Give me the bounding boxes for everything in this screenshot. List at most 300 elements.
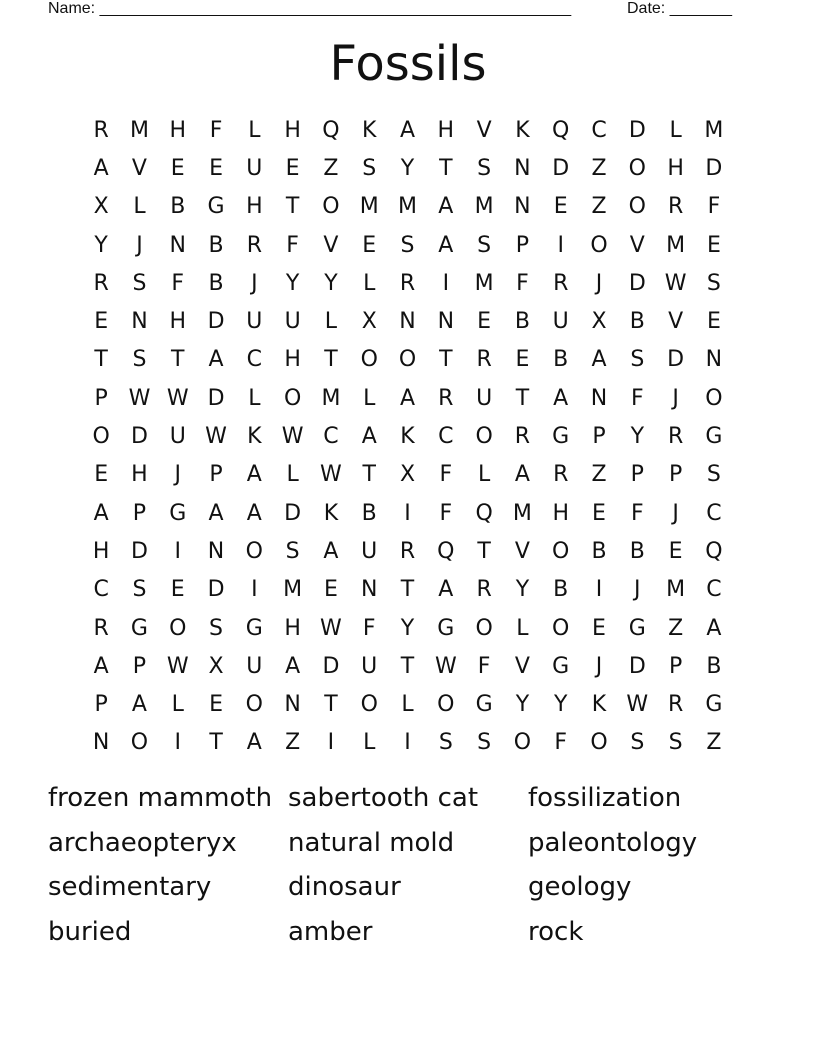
- grid-letter[interactable]: T: [515, 385, 530, 411]
- grid-letter[interactable]: W: [205, 424, 227, 450]
- grid-letter[interactable]: Z: [323, 155, 339, 181]
- grid-letter[interactable]: F: [209, 117, 223, 143]
- grid-letter[interactable]: A: [514, 462, 530, 488]
- grid-letter[interactable]: O: [130, 730, 149, 756]
- grid-letter[interactable]: C: [93, 577, 109, 603]
- grid-letter[interactable]: D: [552, 155, 570, 181]
- grid-letter[interactable]: Z: [591, 155, 607, 181]
- grid-letter[interactable]: D: [207, 309, 225, 335]
- grid-letter[interactable]: X: [399, 462, 416, 488]
- grid-letter[interactable]: G: [552, 653, 570, 679]
- grid-letter[interactable]: Y: [515, 692, 530, 718]
- grid-letter[interactable]: U: [284, 309, 301, 335]
- grid-letter[interactable]: W: [626, 692, 649, 718]
- grid-letter[interactable]: E: [515, 347, 530, 373]
- grid-letter[interactable]: V: [629, 232, 645, 258]
- grid-letter[interactable]: R: [399, 538, 416, 564]
- grid-letter[interactable]: A: [323, 538, 339, 564]
- grid-letter[interactable]: C: [323, 424, 339, 450]
- grid-letter[interactable]: X: [93, 194, 109, 220]
- grid-letter[interactable]: C: [706, 500, 722, 526]
- grid-letter[interactable]: A: [93, 155, 109, 181]
- grid-letter[interactable]: Z: [706, 730, 722, 756]
- grid-letter[interactable]: B: [629, 538, 645, 564]
- grid-letter[interactable]: N: [437, 309, 455, 335]
- grid-letter[interactable]: V: [131, 155, 147, 181]
- grid-letter[interactable]: P: [132, 653, 147, 679]
- grid-letter[interactable]: B: [629, 309, 645, 335]
- grid-letter[interactable]: R: [553, 270, 569, 296]
- grid-letter[interactable]: A: [246, 500, 262, 526]
- header: [0, 0, 816, 20]
- grid-letter[interactable]: E: [592, 500, 606, 526]
- grid-letter[interactable]: M: [512, 500, 532, 526]
- grid-letter[interactable]: O: [398, 347, 417, 373]
- grid-letter[interactable]: L: [171, 692, 184, 718]
- grid-letter[interactable]: D: [705, 155, 723, 181]
- grid-letter[interactable]: P: [668, 653, 683, 679]
- grid-letter[interactable]: G: [475, 692, 493, 718]
- grid-letter[interactable]: U: [361, 538, 378, 564]
- grid-letter[interactable]: V: [514, 538, 530, 564]
- grid-letter[interactable]: O: [475, 615, 493, 641]
- grid-letter[interactable]: C: [246, 347, 263, 373]
- grid-letter[interactable]: O: [628, 155, 646, 181]
- word-bank-item: geology: [528, 872, 632, 903]
- grid-letter[interactable]: D: [628, 117, 646, 143]
- grid-letter[interactable]: W: [128, 385, 151, 411]
- grid-letter[interactable]: U: [361, 653, 378, 679]
- grid-letter[interactable]: O: [360, 347, 378, 373]
- date-field-label[interactable]: Date: _______: [627, 0, 732, 17]
- grid-letter[interactable]: Z: [668, 615, 684, 641]
- grid-letter[interactable]: O: [552, 615, 570, 641]
- grid-letter[interactable]: I: [174, 538, 181, 564]
- grid-letter[interactable]: U: [552, 309, 569, 335]
- grid-letter[interactable]: J: [136, 232, 143, 258]
- grid-letter[interactable]: R: [93, 270, 109, 296]
- grid-letter[interactable]: E: [553, 194, 568, 220]
- grid-letter[interactable]: C: [438, 424, 454, 450]
- grid-letter[interactable]: J: [595, 270, 603, 296]
- grid-letter[interactable]: R: [476, 347, 492, 373]
- grid-letter[interactable]: Y: [400, 615, 415, 641]
- grid-letter[interactable]: B: [514, 309, 530, 335]
- grid-letter[interactable]: M: [474, 194, 494, 220]
- grid-letter[interactable]: Z: [285, 730, 301, 756]
- grid-letter[interactable]: Z: [591, 462, 607, 488]
- grid-letter[interactable]: E: [170, 155, 185, 181]
- grid-letter[interactable]: N: [284, 692, 301, 718]
- grid-letter[interactable]: B: [553, 347, 569, 373]
- grid-letter[interactable]: T: [477, 538, 491, 564]
- grid-letter[interactable]: A: [438, 194, 454, 220]
- grid-letter[interactable]: F: [554, 730, 568, 756]
- grid-letter[interactable]: N: [169, 232, 186, 258]
- grid-letter[interactable]: I: [174, 730, 181, 756]
- grid-letter[interactable]: R: [667, 194, 684, 220]
- grid-letter[interactable]: A: [399, 385, 416, 411]
- grid-letter[interactable]: K: [247, 424, 262, 450]
- grid-letter[interactable]: C: [591, 117, 607, 143]
- grid-letter[interactable]: H: [131, 462, 148, 488]
- grid-letter[interactable]: V: [514, 653, 530, 679]
- grid-letter[interactable]: O: [590, 730, 608, 756]
- grid-letter[interactable]: H: [667, 155, 684, 181]
- grid-letter[interactable]: U: [246, 653, 263, 679]
- grid-letter[interactable]: P: [592, 424, 606, 450]
- grid-letter[interactable]: E: [668, 538, 683, 564]
- grid-letter[interactable]: A: [438, 232, 454, 258]
- grid-letter[interactable]: T: [439, 347, 453, 373]
- grid-letter[interactable]: E: [477, 309, 492, 335]
- grid-letter[interactable]: L: [324, 309, 338, 335]
- word-bank-item: dinosaur: [288, 872, 401, 903]
- grid-letter[interactable]: T: [285, 194, 300, 220]
- word-bank-item: natural mold: [288, 827, 455, 858]
- grid-letter[interactable]: D: [628, 653, 646, 679]
- grid-letter[interactable]: J: [634, 577, 641, 603]
- grid-letter[interactable]: Q: [437, 538, 455, 564]
- grid-letter[interactable]: A: [285, 653, 301, 679]
- grid-letter[interactable]: B: [591, 538, 607, 564]
- grid-letter[interactable]: L: [477, 462, 491, 488]
- grid-letter[interactable]: A: [208, 500, 224, 526]
- grid-letter[interactable]: M: [474, 270, 494, 296]
- grid-letter[interactable]: N: [590, 385, 608, 411]
- grid-letter[interactable]: B: [361, 500, 377, 526]
- grid-letter[interactable]: W: [320, 462, 342, 488]
- grid-letter[interactable]: F: [630, 500, 644, 526]
- grid-letter[interactable]: P: [515, 232, 530, 258]
- grid-letter[interactable]: R: [438, 385, 454, 411]
- grid-letter[interactable]: S: [209, 615, 224, 641]
- grid-letter[interactable]: E: [362, 232, 377, 258]
- grid-letter[interactable]: S: [477, 232, 492, 258]
- grid-letter[interactable]: F: [630, 385, 644, 411]
- grid-letter[interactable]: L: [401, 692, 414, 718]
- grid-letter[interactable]: E: [323, 577, 338, 603]
- grid-letter[interactable]: O: [169, 615, 187, 641]
- grid-letter[interactable]: T: [209, 730, 223, 756]
- grid-letter[interactable]: S: [132, 347, 147, 373]
- grid-letter[interactable]: H: [437, 117, 455, 143]
- grid-letter[interactable]: K: [323, 500, 339, 526]
- grid-letter[interactable]: W: [166, 385, 189, 411]
- grid-letter[interactable]: M: [666, 577, 686, 603]
- grid-letter[interactable]: N: [514, 194, 531, 220]
- grid-letter[interactable]: O: [322, 194, 340, 220]
- grid-letter[interactable]: Q: [475, 500, 493, 526]
- grid-letter[interactable]: K: [400, 424, 415, 450]
- grid-letter[interactable]: H: [552, 500, 569, 526]
- grid-letter[interactable]: K: [362, 117, 377, 143]
- grid-letter[interactable]: I: [327, 730, 335, 756]
- grid-letter[interactable]: Y: [630, 424, 645, 450]
- grid-letter[interactable]: B: [553, 577, 569, 603]
- grid-letter[interactable]: Y: [94, 232, 108, 258]
- word-bank-item: paleontology: [528, 827, 698, 858]
- grid-letter[interactable]: D: [284, 500, 302, 526]
- grid-letter[interactable]: O: [552, 538, 570, 564]
- grid-letter[interactable]: H: [169, 117, 187, 143]
- grid-letter[interactable]: F: [171, 270, 185, 296]
- grid-letter[interactable]: D: [130, 424, 148, 450]
- grid-letter[interactable]: O: [245, 692, 263, 718]
- grid-letter[interactable]: Q: [552, 117, 570, 143]
- grid-letter[interactable]: I: [404, 500, 411, 526]
- grid-letter[interactable]: S: [706, 270, 721, 296]
- grid-letter[interactable]: U: [246, 155, 263, 181]
- grid-letter[interactable]: L: [286, 462, 299, 488]
- grid-letter[interactable]: T: [324, 692, 338, 718]
- grid-letter[interactable]: U: [246, 309, 263, 335]
- grid-letter[interactable]: O: [590, 232, 608, 258]
- grid-letter[interactable]: O: [283, 385, 302, 411]
- grid-letter[interactable]: V: [668, 309, 684, 335]
- grid-letter[interactable]: J: [174, 462, 181, 488]
- grid-letter[interactable]: R: [93, 615, 109, 641]
- grid-letter[interactable]: Y: [553, 692, 568, 718]
- grid-letter[interactable]: I: [404, 730, 411, 756]
- grid-letter[interactable]: M: [321, 385, 341, 411]
- grid-letter[interactable]: M: [704, 117, 724, 143]
- grid-letter[interactable]: N: [514, 155, 531, 181]
- grid-letter[interactable]: E: [170, 577, 185, 603]
- grid-letter[interactable]: A: [591, 347, 607, 373]
- grid-letter[interactable]: H: [284, 347, 301, 373]
- grid-letter[interactable]: G: [552, 424, 570, 450]
- grid-letter[interactable]: T: [94, 347, 108, 373]
- grid-letter[interactable]: I: [557, 232, 564, 258]
- grid-letter[interactable]: E: [706, 309, 721, 335]
- grid-letter[interactable]: B: [170, 194, 186, 220]
- grid-letter[interactable]: N: [92, 730, 110, 756]
- grid-letter[interactable]: F: [477, 653, 491, 679]
- grid-letter[interactable]: R: [246, 232, 262, 258]
- grid-letter[interactable]: R: [476, 577, 492, 603]
- grid-letter[interactable]: A: [706, 615, 722, 641]
- grid-letter[interactable]: G: [437, 615, 455, 641]
- grid-letter[interactable]: L: [133, 194, 146, 220]
- grid-letter[interactable]: N: [207, 538, 225, 564]
- grid-letter[interactable]: F: [286, 232, 299, 258]
- grid-letter[interactable]: W: [281, 424, 304, 450]
- grid-letter[interactable]: D: [322, 653, 340, 679]
- grid-letter[interactable]: B: [208, 270, 224, 296]
- grid-letter[interactable]: B: [706, 653, 722, 679]
- grid-letter[interactable]: E: [94, 309, 109, 335]
- grid-letter[interactable]: S: [132, 577, 147, 603]
- grid-letter[interactable]: A: [208, 347, 224, 373]
- grid-letter[interactable]: E: [94, 462, 109, 488]
- grid-letter[interactable]: Y: [285, 270, 300, 296]
- grid-letter[interactable]: Y: [515, 577, 530, 603]
- grid-letter[interactable]: H: [284, 117, 301, 143]
- grid-letter[interactable]: T: [400, 653, 415, 679]
- grid-letter[interactable]: H: [92, 538, 110, 564]
- grid-letter[interactable]: O: [437, 692, 455, 718]
- grid-letter[interactable]: O: [705, 385, 723, 411]
- grid-letter[interactable]: F: [439, 462, 453, 488]
- grid-letter[interactable]: S: [630, 730, 645, 756]
- grid-letter[interactable]: G: [705, 424, 723, 450]
- grid-letter[interactable]: S: [285, 538, 300, 564]
- grid-letter[interactable]: O: [475, 424, 493, 450]
- grid-letter[interactable]: W: [664, 270, 687, 296]
- grid-letter[interactable]: I: [595, 577, 603, 603]
- grid-letter[interactable]: E: [209, 692, 223, 718]
- grid-letter[interactable]: O: [245, 538, 263, 564]
- grid-letter[interactable]: M: [398, 194, 418, 220]
- grid-letter[interactable]: E: [592, 615, 606, 641]
- grid-letter[interactable]: U: [476, 385, 493, 411]
- grid-letter[interactable]: D: [628, 270, 646, 296]
- grid-letter[interactable]: S: [362, 155, 377, 181]
- grid-letter[interactable]: P: [94, 385, 108, 411]
- grid-letter[interactable]: W: [166, 653, 189, 679]
- grid-letter[interactable]: P: [668, 462, 683, 488]
- grid-letter[interactable]: H: [169, 309, 187, 335]
- grid-letter[interactable]: M: [359, 194, 379, 220]
- grid-letter[interactable]: P: [94, 692, 108, 718]
- grid-letter[interactable]: G: [130, 615, 148, 641]
- grid-letter[interactable]: G: [705, 692, 723, 718]
- grid-letter[interactable]: A: [246, 462, 262, 488]
- grid-letter[interactable]: F: [439, 500, 453, 526]
- grid-letter[interactable]: S: [477, 730, 492, 756]
- grid-letter[interactable]: G: [628, 615, 646, 641]
- grid-letter[interactable]: S: [400, 232, 415, 258]
- grid-letter[interactable]: M: [283, 577, 303, 603]
- grid-letter[interactable]: A: [93, 500, 109, 526]
- grid-letter[interactable]: I: [442, 270, 450, 296]
- grid-letter[interactable]: P: [132, 500, 147, 526]
- grid-letter[interactable]: R: [514, 424, 531, 450]
- grid-letter[interactable]: F: [707, 194, 721, 220]
- grid-letter[interactable]: C: [706, 577, 722, 603]
- grid-letter[interactable]: T: [171, 347, 185, 373]
- grid-letter[interactable]: X: [208, 653, 224, 679]
- grid-letter[interactable]: T: [324, 347, 338, 373]
- grid-letter[interactable]: L: [363, 385, 376, 411]
- grid-letter[interactable]: D: [207, 577, 225, 603]
- grid-letter[interactable]: L: [669, 117, 682, 143]
- grid-letter[interactable]: R: [667, 692, 684, 718]
- grid-letter[interactable]: J: [595, 653, 603, 679]
- grid-letter[interactable]: E: [285, 155, 300, 181]
- grid-letter[interactable]: F: [362, 615, 376, 641]
- grid-letter[interactable]: L: [248, 117, 261, 143]
- grid-letter[interactable]: S: [706, 462, 721, 488]
- grid-letter[interactable]: B: [208, 232, 224, 258]
- grid-letter[interactable]: J: [672, 500, 679, 526]
- grid-letter[interactable]: T: [439, 155, 453, 181]
- grid-letter[interactable]: V: [476, 117, 492, 143]
- grid-letter[interactable]: A: [246, 730, 262, 756]
- grid-letter[interactable]: O: [92, 424, 110, 450]
- grid-letter[interactable]: A: [399, 117, 416, 143]
- grid-letter[interactable]: N: [399, 309, 416, 335]
- word-bank-item: archaeopteryx: [48, 827, 237, 858]
- grid-letter[interactable]: X: [361, 309, 377, 335]
- grid-letter[interactable]: G: [169, 500, 187, 526]
- grid-letter[interactable]: K: [591, 692, 607, 718]
- grid-letter[interactable]: L: [516, 615, 529, 641]
- grid-letter[interactable]: Q: [705, 538, 723, 564]
- grid-letter[interactable]: L: [248, 385, 261, 411]
- grid-letter[interactable]: A: [553, 385, 569, 411]
- grid-letter[interactable]: D: [130, 538, 148, 564]
- grid-letter[interactable]: F: [516, 270, 529, 296]
- grid-letter[interactable]: Y: [400, 155, 415, 181]
- grid-letter[interactable]: Q: [322, 117, 340, 143]
- grid-letter[interactable]: J: [251, 270, 258, 296]
- grid-letter[interactable]: S: [630, 347, 645, 373]
- grid-letter[interactable]: T: [400, 577, 415, 603]
- grid-letter[interactable]: S: [132, 270, 147, 296]
- grid-letter[interactable]: S: [477, 155, 492, 181]
- grid-letter[interactable]: R: [553, 462, 569, 488]
- word-bank-item: sabertooth cat: [288, 783, 479, 813]
- grid-letter[interactable]: Y: [324, 270, 338, 296]
- grid-letter[interactable]: A: [131, 692, 147, 718]
- grid-letter[interactable]: V: [323, 232, 339, 258]
- grid-letter[interactable]: A: [93, 653, 109, 679]
- grid-letter[interactable]: T: [362, 462, 376, 488]
- grid-letter[interactable]: E: [209, 155, 223, 181]
- grid-letter[interactable]: H: [246, 194, 263, 220]
- grid-letter[interactable]: P: [630, 462, 644, 488]
- grid-letter[interactable]: U: [169, 424, 186, 450]
- grid-letter[interactable]: G: [245, 615, 263, 641]
- page-title: Fossils: [329, 36, 487, 92]
- grid-letter[interactable]: O: [513, 730, 532, 756]
- grid-letter[interactable]: A: [361, 424, 377, 450]
- grid-letter[interactable]: J: [672, 385, 679, 411]
- grid-letter[interactable]: M: [129, 117, 149, 143]
- grid-letter[interactable]: Z: [591, 194, 607, 220]
- grid-letter[interactable]: N: [360, 577, 378, 603]
- grid-letter[interactable]: D: [667, 347, 685, 373]
- grid-letter[interactable]: S: [438, 730, 453, 756]
- name-field-label[interactable]: Name: _____________________________________________________: [48, 0, 572, 17]
- grid-letter[interactable]: P: [209, 462, 223, 488]
- grid-letter[interactable]: R: [667, 424, 684, 450]
- grid-letter[interactable]: H: [284, 615, 301, 641]
- grid-letter[interactable]: E: [706, 232, 721, 258]
- grid-letter[interactable]: N: [131, 309, 148, 335]
- grid-letter[interactable]: L: [363, 270, 376, 296]
- grid-letter[interactable]: O: [360, 692, 378, 718]
- grid-letter[interactable]: W: [320, 615, 342, 641]
- grid-letter[interactable]: K: [515, 117, 530, 143]
- grid-letter[interactable]: D: [207, 385, 225, 411]
- grid-letter[interactable]: X: [591, 309, 607, 335]
- grid-letter[interactable]: W: [434, 653, 457, 679]
- word-bank-item: frozen mammoth: [48, 783, 273, 813]
- grid-letter[interactable]: R: [93, 117, 109, 143]
- grid-letter[interactable]: S: [668, 730, 683, 756]
- grid-letter[interactable]: M: [666, 232, 686, 258]
- grid-letter[interactable]: O: [628, 194, 646, 220]
- grid-letter[interactable]: A: [438, 577, 454, 603]
- grid-letter[interactable]: G: [207, 194, 225, 220]
- grid-letter[interactable]: R: [399, 270, 416, 296]
- grid-letter[interactable]: L: [363, 730, 376, 756]
- grid-letter[interactable]: N: [705, 347, 723, 373]
- grid-letter[interactable]: I: [251, 577, 258, 603]
